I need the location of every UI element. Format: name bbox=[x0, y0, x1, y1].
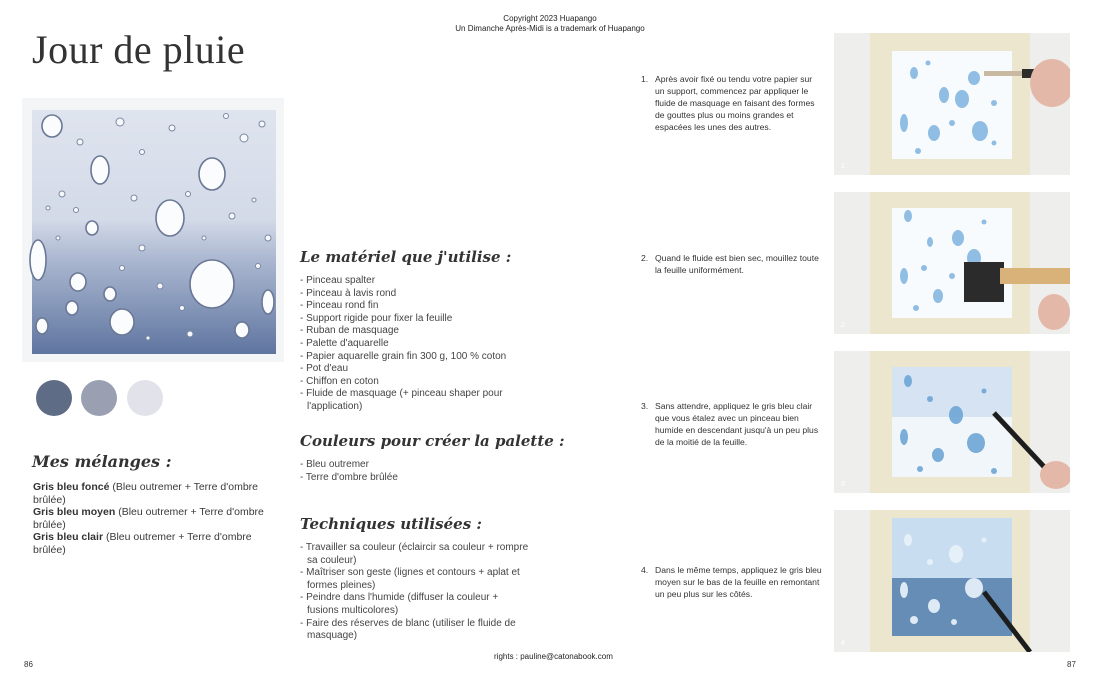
list-item: - Support rigide pour fixer la feuille bbox=[300, 312, 453, 324]
list-item: - Travailler sa couleur (éclaircir sa couleur + rompre sa couleur) bbox=[300, 542, 529, 566]
list-item: - Ruban de masquage bbox=[300, 325, 399, 337]
materials-list bbox=[300, 275, 530, 414]
step-text: Après avoir fixé ou tendu votre papier sur un support, commencez par appliquer le fluide de masquage en faisant des formes de gouttes plus ou moins grandes et espacées les unes des autres. bbox=[655, 74, 815, 132]
step-number: 1. bbox=[641, 74, 649, 84]
list-item: - Pinceau à lavis rond bbox=[300, 287, 397, 299]
mix-item bbox=[33, 481, 273, 506]
step-text: Sans attendre, appliquez le gris bleu clair que vous étalez avec un pinceau bien humide en descendant jusqu'à un peu plus de la moitié de la feuille. bbox=[655, 401, 819, 447]
list-item: - Papier aquarelle grain fin 300 g, 100 % coton bbox=[300, 350, 507, 362]
step-number: 2. bbox=[641, 253, 649, 263]
list-item: - Bleu outremer bbox=[300, 459, 369, 470]
mix-detail: (Bleu outremer + Terre d'ombre brûlée) bbox=[33, 506, 264, 531]
materials-heading: Le matériel que j'utilise : bbox=[300, 248, 512, 266]
swatch-light bbox=[127, 380, 163, 416]
swatch-dark bbox=[36, 380, 72, 416]
step-photo-1 bbox=[834, 33, 1070, 175]
step-photo-3 bbox=[834, 351, 1070, 493]
step-number: 3. bbox=[641, 401, 649, 411]
colors-list bbox=[300, 459, 530, 484]
mix-detail: (Bleu outremer + Terre d'ombre brûlée) bbox=[33, 481, 259, 506]
list-item: - Palette d'aquarelle bbox=[300, 337, 389, 349]
techniques-list bbox=[300, 542, 530, 643]
mixes-list bbox=[33, 481, 273, 556]
photo-label: 3 bbox=[841, 481, 845, 488]
mix-item bbox=[33, 531, 273, 556]
copyright-line-2: Un Dimanche Après-Midi is a trademark of Huapango bbox=[455, 24, 645, 33]
step-4 bbox=[641, 564, 826, 600]
photo-label: 2 bbox=[841, 322, 845, 329]
list-item: - Pot d'eau bbox=[300, 363, 349, 375]
mix-detail: (Bleu outremer + Terre d'ombre brûlée) bbox=[33, 531, 252, 556]
photo-label: 4 bbox=[841, 640, 845, 647]
mix-name: Gris bleu foncé bbox=[33, 481, 110, 493]
list-item: - Maîtriser son geste (lignes et contours + aplat et formes pleines) bbox=[300, 567, 520, 591]
list-item: - Pinceau spalter bbox=[300, 275, 376, 286]
page-number-right: 87 bbox=[1067, 660, 1076, 669]
list-item: - Faire des réserves de blanc (utiliser le fluide de masquage) bbox=[300, 617, 516, 642]
colors-heading: Couleurs pour créer la palette : bbox=[300, 432, 565, 450]
mix-item bbox=[33, 506, 273, 531]
copyright-line-1: Copyright 2023 Huapango bbox=[503, 14, 597, 23]
mixes-heading: Mes mélanges : bbox=[32, 452, 172, 471]
list-item: - Fluide de masquage (+ pinceau shaper pour l'application) bbox=[300, 388, 503, 412]
step-text: Quand le fluide est bien sec, mouillez toute la feuille uniformément. bbox=[655, 253, 819, 275]
step-1 bbox=[641, 73, 826, 133]
list-item: - Terre d'ombre brûlée bbox=[300, 471, 398, 483]
list-item: - Chiffon en coton bbox=[300, 375, 379, 387]
mix-name: Gris bleu moyen bbox=[33, 506, 116, 518]
page-title: Jour de pluie bbox=[32, 27, 246, 72]
step-photo-2 bbox=[834, 192, 1070, 334]
main-painting bbox=[22, 98, 284, 362]
list-item: - Pinceau rond fin bbox=[300, 300, 379, 312]
swatch-medium bbox=[81, 380, 117, 416]
step-3 bbox=[641, 400, 826, 448]
step-2 bbox=[641, 252, 826, 276]
list-item: - Peindre dans l'humide (diffuser la couleur + fusions multicolores) bbox=[300, 592, 499, 616]
copyright-notice bbox=[400, 14, 700, 34]
step-photo-4 bbox=[834, 510, 1070, 652]
step-text: Dans le même temps, appliquez le gris bleu moyen sur le bas de la feuille en remontant un peu plus sur les côtés. bbox=[655, 565, 822, 599]
page-number-left: 86 bbox=[24, 660, 33, 669]
techniques-heading: Techniques utilisées : bbox=[300, 515, 482, 533]
step-number: 4. bbox=[641, 565, 649, 575]
mix-name: Gris bleu clair bbox=[33, 531, 104, 543]
photo-label: 1 bbox=[841, 163, 845, 170]
rights-notice: rights : pauline@catonabook.com bbox=[494, 652, 613, 661]
